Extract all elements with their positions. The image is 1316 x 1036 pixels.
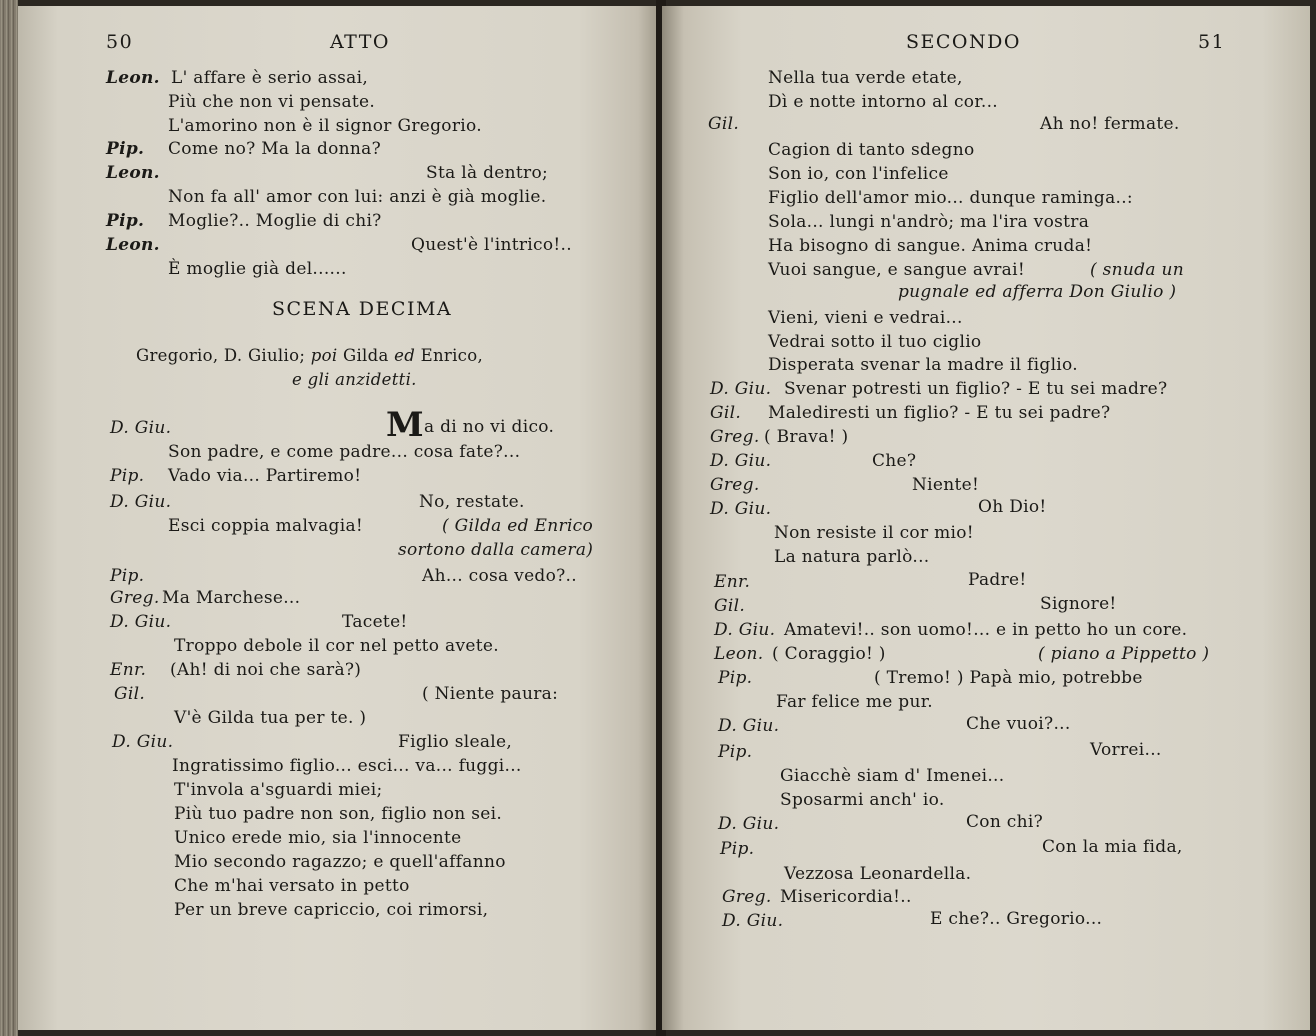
verse-line: Moglie?.. Moglie di chi? bbox=[168, 211, 382, 231]
speaker-gil: Gil. bbox=[710, 403, 742, 423]
verse-line: Che? bbox=[872, 451, 917, 471]
verse-line: Son padre, e come padre... cosa fate?... bbox=[168, 442, 521, 462]
verse-line: ( Tremo! ) Papà mio, potrebbe bbox=[874, 668, 1143, 688]
verse-line: ( Coraggio! ) bbox=[772, 644, 886, 664]
speaker-dgiu: D. Giu. bbox=[710, 451, 772, 471]
stage-direction: pugnale ed afferra Don Giulio ) bbox=[898, 282, 1177, 302]
speaker-greg: Greg. bbox=[722, 887, 772, 907]
speaker-greg: Greg. bbox=[710, 427, 760, 447]
verse-line: Vorrei... bbox=[1090, 740, 1162, 760]
verse-line: Più che non vi pensate. bbox=[168, 92, 376, 112]
verse-line: Son io, con l'infelice bbox=[768, 164, 949, 184]
verse-line: V'è Gilda tua per te. ) bbox=[174, 708, 367, 728]
verse-line: L'amorino non è il signor Gregorio. bbox=[168, 116, 482, 136]
speaker-pip: Pip. bbox=[106, 211, 145, 231]
verse-line: Vieni, vieni e vedrai... bbox=[768, 308, 963, 328]
speaker-pip: Pip. bbox=[720, 839, 755, 859]
speaker-dgiu: D. Giu. bbox=[722, 911, 784, 931]
speaker-gil: Gil. bbox=[708, 114, 740, 134]
verse-line: Vezzosa Leonardella. bbox=[784, 864, 972, 884]
verse-line: Misericordia!.. bbox=[780, 887, 912, 907]
verse-line: Che m'hai versato in petto bbox=[174, 876, 410, 896]
running-head-left: ATTO bbox=[330, 31, 390, 53]
verse-line: E che?.. Gregorio... bbox=[930, 909, 1103, 929]
running-head-right: SECONDO bbox=[906, 31, 1021, 53]
speaker-pip: Pip. bbox=[110, 466, 145, 486]
verse-line: È moglie già del...... bbox=[168, 259, 347, 279]
verse-line: Tacete! bbox=[342, 612, 408, 632]
verse-line: Padre! bbox=[968, 570, 1027, 590]
verse-line: Non fa all' amor con lui: anzi è già moglie. bbox=[168, 187, 547, 207]
verse-line: Figlio sleale, bbox=[398, 732, 513, 752]
verse-line: Sola... lungi n'andrò; ma l'ira vostra bbox=[768, 212, 1090, 232]
speaker-enr: Enr. bbox=[110, 660, 147, 680]
verse-line: Oh Dio! bbox=[978, 497, 1047, 517]
speaker-pip: Pip. bbox=[106, 139, 145, 159]
verse-line: La natura parlò... bbox=[774, 547, 930, 567]
verse-line: Più tuo padre non son, figlio non sei. bbox=[174, 804, 503, 824]
verse-line: Niente! bbox=[912, 475, 980, 495]
cast-name: Gilda bbox=[342, 346, 389, 365]
cast-note: e gli anzidetti. bbox=[292, 370, 417, 389]
verse-line: Cagion di tanto sdegno bbox=[768, 140, 975, 160]
stage-direction: ( Gilda ed Enrico bbox=[442, 516, 594, 536]
scene-title: SCENA DECIMA bbox=[272, 298, 453, 320]
verse-line: Disperata svenar la madre il figlio. bbox=[768, 355, 1078, 375]
speaker-dgiu: D. Giu. bbox=[110, 492, 172, 512]
verse-line: ( Brava! ) bbox=[764, 427, 849, 447]
speaker-gil: Gil. bbox=[114, 684, 146, 704]
cast-name: Enrico, bbox=[420, 346, 483, 365]
verse-line: Con chi? bbox=[966, 812, 1044, 832]
verse-line: Figlio dell'amor mio... dunque raminga..: bbox=[768, 188, 1133, 208]
verse-line: Giacchè siam d' Imenei... bbox=[780, 766, 1005, 786]
stage-direction: sortono dalla camera) bbox=[398, 540, 594, 560]
stage-direction: ( piano a Pippetto ) bbox=[1038, 644, 1210, 664]
verse-line: Unico erede mio, sia l'innocente bbox=[174, 828, 462, 848]
verse-line: Dì e notte intorno al cor... bbox=[768, 92, 999, 112]
speaker-dgiu: D. Giu. bbox=[112, 732, 174, 752]
verse-line: (Ah! di noi che sarà?) bbox=[170, 660, 362, 680]
verse-line: Ah no! fermate. bbox=[1040, 114, 1180, 134]
speaker-dgiu: D. Giu. bbox=[710, 379, 772, 399]
verse-line: Ma Marchese... bbox=[162, 588, 301, 608]
stage-direction: ( snuda un bbox=[1090, 260, 1184, 280]
speaker-pip: Pip. bbox=[718, 668, 753, 688]
speaker-enr: Enr. bbox=[714, 572, 751, 592]
verse-line: Svenar potresti un figlio? - E tu sei madre? bbox=[784, 379, 1168, 399]
verse-line: Non resiste il cor mio! bbox=[774, 523, 974, 543]
speaker-dgiu: D. Giu. bbox=[714, 620, 776, 640]
book-page-edges bbox=[0, 0, 18, 1036]
verse-line: Con la mia fida, bbox=[1042, 837, 1183, 857]
speaker-dgiu: D. Giu. bbox=[718, 814, 780, 834]
speaker-leon: Leon. bbox=[106, 235, 160, 255]
verse-line: Ingratissimo figlio... esci... va... fuggi... bbox=[172, 756, 522, 776]
verse-line: Vedrai sotto il tuo ciglio bbox=[768, 332, 982, 352]
verse-line: Sposarmi anch' io. bbox=[780, 790, 945, 810]
verse-line: T'invola a'sguardi miei; bbox=[174, 780, 383, 800]
verse-line: Troppo debole il cor nel petto avete. bbox=[174, 636, 499, 656]
speaker-dgiu: D. Giu. bbox=[718, 716, 780, 736]
speaker-leon: Leon. bbox=[106, 68, 160, 88]
verse-line: Ma di no vi dico. bbox=[386, 405, 555, 445]
verse-line: Mio secondo ragazzo; e quell'affanno bbox=[174, 852, 506, 872]
verse-line: ( Niente paura: bbox=[422, 684, 559, 704]
cast-connector: poi bbox=[310, 346, 338, 365]
speaker-pip: Pip. bbox=[718, 742, 753, 762]
speaker-pip: Pip. bbox=[110, 566, 145, 586]
speaker-dgiu: D. Giu. bbox=[110, 612, 172, 632]
verse-line: Per un breve capriccio, coi rimorsi, bbox=[174, 900, 489, 920]
verse-line: Ha bisogno di sangue. Anima cruda! bbox=[768, 236, 1093, 256]
speaker-leon: Leon. bbox=[714, 644, 764, 664]
verse-line: L' affare è serio assai, bbox=[171, 68, 369, 88]
verse-line: Vado via... Partiremo! bbox=[168, 466, 362, 486]
speaker-dgiu: D. Giu. bbox=[710, 499, 772, 519]
page-number-right: 51 bbox=[1198, 31, 1226, 53]
verse-line: Quest'è l'intrico!.. bbox=[411, 235, 572, 255]
verse-line: Che vuoi?... bbox=[966, 714, 1071, 734]
verse-line: Malediresti un figlio? - E tu sei padre? bbox=[768, 403, 1111, 423]
cast-list bbox=[136, 346, 483, 366]
left-page bbox=[18, 6, 660, 1030]
verse-line: Esci coppia malvagia! bbox=[168, 516, 364, 536]
verse-line: Ah... cosa vedo?.. bbox=[422, 566, 577, 586]
verse-line: Vuoi sangue, e sangue avrai! bbox=[768, 260, 1025, 280]
verse-line: Nella tua verde etate, bbox=[768, 68, 963, 88]
drop-capital: M bbox=[386, 405, 424, 445]
verse-line: Signore! bbox=[1040, 594, 1117, 614]
page-number-left: 50 bbox=[106, 31, 134, 53]
verse-line: Sta là dentro; bbox=[426, 163, 549, 183]
speaker-dgiu: D. Giu. bbox=[110, 418, 172, 438]
speaker-greg: Greg. bbox=[710, 475, 760, 495]
cast-names: Gregorio, D. Giulio; bbox=[136, 346, 306, 365]
cast-connector: ed bbox=[394, 346, 416, 365]
verse-line: Amatevi!.. son uomo!... e in petto ho un core. bbox=[784, 620, 1188, 640]
speaker-gil: Gil. bbox=[714, 596, 746, 616]
speaker-greg: Greg. bbox=[110, 588, 160, 608]
verse-line: Far felice me pur. bbox=[776, 692, 933, 712]
speaker-leon: Leon. bbox=[106, 163, 160, 183]
verse-line: Come no? Ma la donna? bbox=[168, 139, 382, 159]
right-page bbox=[662, 6, 1310, 1030]
verse-line: No, restate. bbox=[419, 492, 525, 512]
